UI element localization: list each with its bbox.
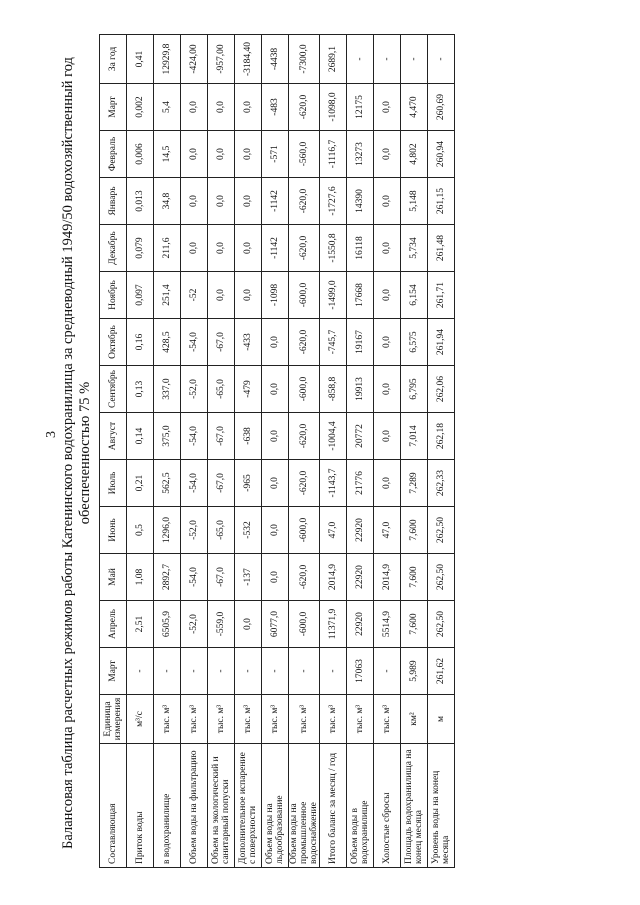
table-cell: 16118	[347, 225, 374, 272]
table-row	[347, 35, 374, 868]
table-cell: 19913	[347, 366, 374, 413]
table-cell: 5514,9	[374, 601, 401, 648]
table-cell: 0,0	[181, 84, 208, 131]
table-cell: -1004,4	[320, 413, 347, 460]
table-cell: 375,0	[154, 413, 181, 460]
table-cell: 0,0	[262, 554, 289, 601]
row-unit: тыс. м³	[262, 695, 289, 744]
table-cell: -	[208, 648, 235, 695]
table-body	[127, 35, 455, 868]
table-cell: 261,71	[428, 272, 455, 319]
table-cell: 0,0	[262, 460, 289, 507]
table-cell: 0,0	[235, 84, 262, 131]
table-cell: 0,0	[374, 272, 401, 319]
table-cell: -620,0	[289, 84, 320, 131]
table-row	[262, 35, 289, 868]
table-cell: 6505,9	[154, 601, 181, 648]
table-cell: -65,0	[208, 507, 235, 554]
table-cell: -433	[235, 319, 262, 366]
table-row	[428, 35, 455, 868]
table-cell: 0,097	[127, 272, 154, 319]
rotated-page-content	[60, 18, 455, 868]
row-unit: тыс. м³	[235, 695, 262, 744]
row-unit: тыс. м³	[347, 695, 374, 744]
table-cell: -957,00	[208, 35, 235, 84]
header-cell: Единица измерения	[100, 695, 127, 744]
row-unit: тыс. м³	[208, 695, 235, 744]
table-cell: -858,8	[320, 366, 347, 413]
table-cell: 562,5	[154, 460, 181, 507]
table-cell: 0,0	[235, 225, 262, 272]
table-cell: 5,989	[401, 648, 428, 695]
row-unit: тыс. м³	[320, 695, 347, 744]
table-cell: 0,0	[374, 460, 401, 507]
table-cell: -	[374, 648, 401, 695]
header-cell: Апрель	[100, 601, 127, 648]
table-cell: 7,289	[401, 460, 428, 507]
table-cell: 0,0	[374, 413, 401, 460]
title-line-2: обеспеченностью 75 %	[77, 381, 93, 525]
document-title	[60, 38, 94, 868]
table-cell: 251,4	[154, 272, 181, 319]
table-cell: -620,0	[289, 554, 320, 601]
row-unit: тыс. м³	[374, 695, 401, 744]
table-cell: -	[320, 648, 347, 695]
table-cell: -745,7	[320, 319, 347, 366]
table-cell: -67,0	[208, 319, 235, 366]
table-cell: -	[347, 35, 374, 84]
row-unit: км²	[401, 695, 428, 744]
row-unit: м³/с	[127, 695, 154, 744]
row-unit: м	[428, 695, 455, 744]
table-cell: -1116,7	[320, 131, 347, 178]
table-cell: -	[181, 648, 208, 695]
table-cell: 0,5	[127, 507, 154, 554]
table-cell: -1098,0	[320, 84, 347, 131]
table-cell: 1,08	[127, 554, 154, 601]
table-cell: -	[374, 35, 401, 84]
row-label: Объем воды на промышленное водоснабжение	[289, 744, 320, 868]
table-cell: 11371,9	[320, 601, 347, 648]
table-cell: 2014,9	[320, 554, 347, 601]
table-cell: 0,13	[127, 366, 154, 413]
table-cell: 0,0	[208, 178, 235, 225]
table-cell: -560,0	[289, 131, 320, 178]
header-cell: Май	[100, 554, 127, 601]
row-label: Объем воды на фильтрацию	[181, 744, 208, 868]
table-cell: 14390	[347, 178, 374, 225]
table-cell: -67,0	[208, 460, 235, 507]
table-cell: 0,013	[127, 178, 154, 225]
table-cell: 2014,9	[374, 554, 401, 601]
table-cell: -559,0	[208, 601, 235, 648]
table-cell: 428,5	[154, 319, 181, 366]
table-cell: 17063	[347, 648, 374, 695]
table-row	[401, 35, 428, 868]
table-cell: 0,0	[262, 366, 289, 413]
header-cell: Август	[100, 413, 127, 460]
table-cell: -620,0	[289, 460, 320, 507]
table-cell: -	[401, 35, 428, 84]
row-label: Уровень воды на конец месяца	[428, 744, 455, 868]
table-cell: -65,0	[208, 366, 235, 413]
table-cell: 0,0	[235, 178, 262, 225]
table-cell: -620,0	[289, 225, 320, 272]
table-cell: 5,148	[401, 178, 428, 225]
table-cell: 0,0	[208, 225, 235, 272]
row-unit: тыс. м³	[181, 695, 208, 744]
table-cell: 0,0	[262, 413, 289, 460]
table-cell: -52,0	[181, 366, 208, 413]
row-label: в водохранилище	[154, 744, 181, 868]
table-cell: 0,0	[262, 319, 289, 366]
table-cell: 0,0	[374, 84, 401, 131]
table-cell: -67,0	[208, 413, 235, 460]
table-cell: 7,014	[401, 413, 428, 460]
table-cell: -54,0	[181, 460, 208, 507]
table-cell: 12929,8	[154, 35, 181, 84]
table-cell: 0,0	[374, 366, 401, 413]
table-cell: 0,079	[127, 225, 154, 272]
header-cell: Март	[100, 84, 127, 131]
table-cell: 6,154	[401, 272, 428, 319]
table-cell: 5,4	[154, 84, 181, 131]
row-label: Объем на экологический и санитарный попуски	[208, 744, 235, 868]
table-row	[181, 35, 208, 868]
table-cell: -54,0	[181, 554, 208, 601]
header-cell: Сентябрь	[100, 366, 127, 413]
table-cell: 5,734	[401, 225, 428, 272]
table-cell: 2892,7	[154, 554, 181, 601]
table-cell: 47,0	[374, 507, 401, 554]
table-cell: -3184,40	[235, 35, 262, 84]
table-cell: -	[127, 648, 154, 695]
table-row	[320, 35, 347, 868]
table-cell: -52	[181, 272, 208, 319]
row-label: Объем воды на льдообразование	[262, 744, 289, 868]
table-cell: 34,8	[154, 178, 181, 225]
table-cell: -	[289, 648, 320, 695]
header-cell: Февраль	[100, 131, 127, 178]
row-label: Объем воды в водохранилище	[347, 744, 374, 868]
table-cell: -137	[235, 554, 262, 601]
table-cell: 0,0	[374, 225, 401, 272]
row-label: Итого баланс за месяц / год	[320, 744, 347, 868]
table-cell: 0,0	[181, 131, 208, 178]
header-cell: За год	[100, 35, 127, 84]
table-cell: 262,50	[428, 554, 455, 601]
row-label: Площадь водохранилища на конец месяца	[401, 744, 428, 868]
table-cell: 261,15	[428, 178, 455, 225]
table-cell: 0,0	[374, 319, 401, 366]
table-cell: -483	[262, 84, 289, 131]
table-cell: -600,0	[289, 272, 320, 319]
row-label: Дополнительное испарение с поверхности	[235, 744, 262, 868]
table-cell: -1142	[262, 178, 289, 225]
table-cell: 22920	[347, 554, 374, 601]
table-cell: 4,470	[401, 84, 428, 131]
row-unit: тыс. м³	[154, 695, 181, 744]
table-cell: 7,600	[401, 554, 428, 601]
header-cell: Март	[100, 648, 127, 695]
table-cell: -620,0	[289, 178, 320, 225]
table-cell: -	[154, 648, 181, 695]
table-cell: 0,0	[208, 272, 235, 319]
table-cell: -638	[235, 413, 262, 460]
header-cell: Июль	[100, 460, 127, 507]
table-cell: -965	[235, 460, 262, 507]
table-cell: 6,795	[401, 366, 428, 413]
table-cell: -4438	[262, 35, 289, 84]
table-cell: 17668	[347, 272, 374, 319]
table-cell: -532	[235, 507, 262, 554]
table-cell: 2689,1	[320, 35, 347, 84]
table-row	[154, 35, 181, 868]
table-cell: -	[428, 35, 455, 84]
table-cell: 0,0	[181, 178, 208, 225]
table-cell: -600,0	[289, 601, 320, 648]
table-cell: 261,48	[428, 225, 455, 272]
row-unit: тыс. м³	[289, 695, 320, 744]
table-cell: 261,94	[428, 319, 455, 366]
table-cell: -1499,0	[320, 272, 347, 319]
table-cell: -54,0	[181, 319, 208, 366]
table-cell: 0,41	[127, 35, 154, 84]
header-cell: Ноябрь	[100, 272, 127, 319]
table-cell: 13273	[347, 131, 374, 178]
row-label: Приток воды	[127, 744, 154, 868]
table-cell: 337,0	[154, 366, 181, 413]
table-cell: 260,69	[428, 84, 455, 131]
table-cell: -620,0	[289, 319, 320, 366]
table-cell: -1550,8	[320, 225, 347, 272]
table-cell: -52,0	[181, 507, 208, 554]
table-cell: 47,0	[320, 507, 347, 554]
table-cell: -600,0	[289, 507, 320, 554]
table-cell: 7,600	[401, 507, 428, 554]
table-cell: 0,0	[374, 178, 401, 225]
table-cell: -1143,7	[320, 460, 347, 507]
table-cell: -479	[235, 366, 262, 413]
header-cell: Составляющая	[100, 744, 127, 868]
table-cell: 262,50	[428, 601, 455, 648]
table-row	[235, 35, 262, 868]
table-cell: 22920	[347, 601, 374, 648]
table-cell: 1296,0	[154, 507, 181, 554]
balance-table	[99, 34, 455, 868]
table-cell: -	[262, 648, 289, 695]
row-label: Холостые сбросы	[374, 744, 401, 868]
table-cell: 0,0	[208, 131, 235, 178]
table-cell: 0,0	[374, 131, 401, 178]
table-cell: 262,06	[428, 366, 455, 413]
page-number: 3	[44, 431, 59, 438]
table-cell: 0,14	[127, 413, 154, 460]
table-cell: 262,33	[428, 460, 455, 507]
table-cell: 262,50	[428, 507, 455, 554]
title-line-1: Балансовая таблица расчетных режимов работы Катенинского водохранилища за средневодный 1949/50 водохозяйственный год	[60, 57, 76, 849]
table-cell: 22920	[347, 507, 374, 554]
table-cell: 21776	[347, 460, 374, 507]
table-cell: 2,51	[127, 601, 154, 648]
header-cell: Январь	[100, 178, 127, 225]
table-cell: -67,0	[208, 554, 235, 601]
table-cell: 0,0	[235, 272, 262, 319]
table-cell: 0,0	[235, 131, 262, 178]
table-header-row	[100, 35, 127, 868]
table-cell: -1727,6	[320, 178, 347, 225]
table-cell: -1098	[262, 272, 289, 319]
table-cell: -571	[262, 131, 289, 178]
table-cell: 7,600	[401, 601, 428, 648]
table-cell: 0,006	[127, 131, 154, 178]
table-cell: 261,62	[428, 648, 455, 695]
table-cell: 0,0	[235, 601, 262, 648]
table-cell: 12175	[347, 84, 374, 131]
table-row	[374, 35, 401, 868]
table-cell: 20772	[347, 413, 374, 460]
table-cell: -600,0	[289, 366, 320, 413]
table-row	[127, 35, 154, 868]
table-cell: 6,575	[401, 319, 428, 366]
table-cell: 6077,0	[262, 601, 289, 648]
table-cell: 19167	[347, 319, 374, 366]
table-cell: -	[235, 648, 262, 695]
header-cell: Декабрь	[100, 225, 127, 272]
table-row	[208, 35, 235, 868]
table-cell: 262,18	[428, 413, 455, 460]
table-cell: 260,94	[428, 131, 455, 178]
table-cell: 0,002	[127, 84, 154, 131]
header-cell: Июнь	[100, 507, 127, 554]
table-cell: 0,0	[181, 225, 208, 272]
table-cell: -424,00	[181, 35, 208, 84]
table-cell: 0,16	[127, 319, 154, 366]
table-cell: 4,802	[401, 131, 428, 178]
header-cell: Октябрь	[100, 319, 127, 366]
table-cell: -52,0	[181, 601, 208, 648]
table-cell: 0,0	[208, 84, 235, 131]
table-cell: 211,6	[154, 225, 181, 272]
table-cell: -7300,0	[289, 35, 320, 84]
table-cell: 0,21	[127, 460, 154, 507]
table-cell: 14,5	[154, 131, 181, 178]
table-cell: -54,0	[181, 413, 208, 460]
table-row	[289, 35, 320, 868]
table-cell: 0,0	[262, 507, 289, 554]
table-cell: -620,0	[289, 413, 320, 460]
table-cell: -1142	[262, 225, 289, 272]
